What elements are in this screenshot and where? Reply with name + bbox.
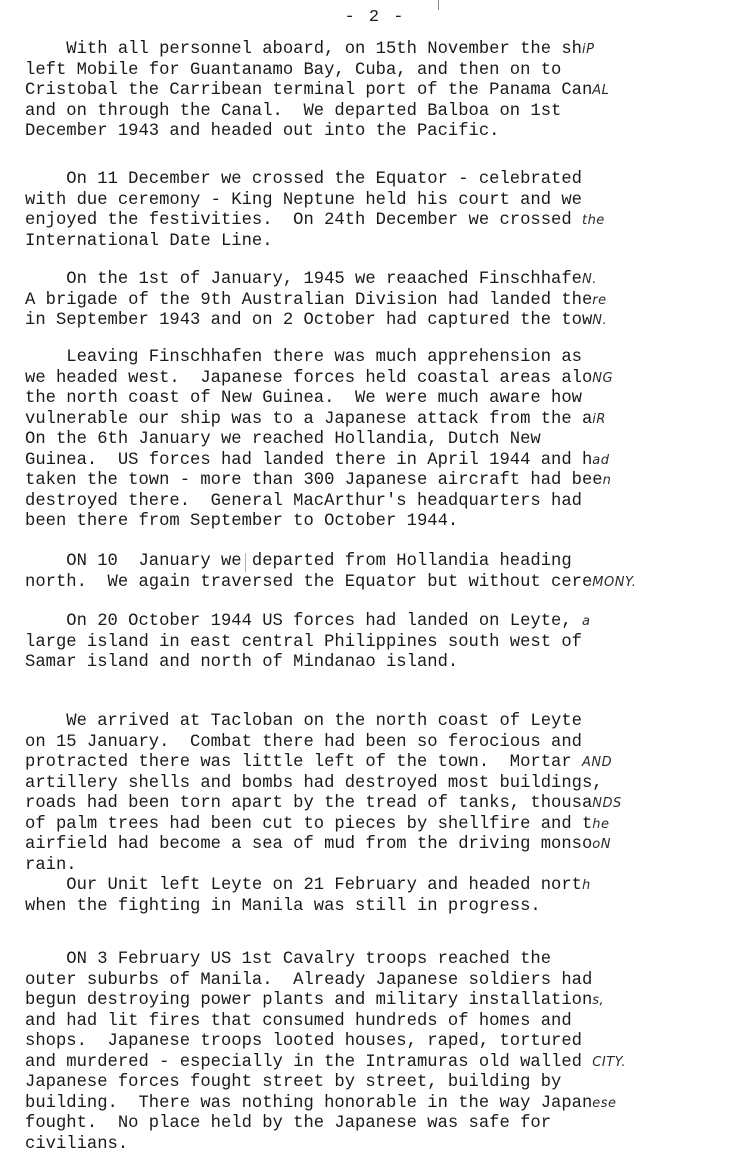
text-line [25, 733, 745, 754]
text-line [25, 971, 745, 992]
handwritten-correction: the [581, 213, 605, 228]
typed-text: roads had been torn apart by the tread of tanks, thousa [25, 794, 593, 813]
handwritten-correction: AND [581, 755, 613, 770]
handwritten-correction: oN [592, 837, 611, 852]
text-line [25, 552, 745, 573]
typed-text: on 15 January. Combat there had been so ferocious and [25, 732, 582, 752]
typed-text: and had lit fires that consumed hundreds of homes and [25, 1011, 572, 1031]
typed-text: Samar island and north of Mindanao island. [25, 653, 459, 672]
handwritten-correction: s, [592, 993, 605, 1008]
text-line [25, 573, 745, 594]
text-line [25, 612, 745, 633]
typed-text: artillery shells and bombs had destroyed most buildings, [25, 773, 603, 793]
text-line [25, 1012, 745, 1033]
typed-text: enjoyed the festivities. On 24th December we crossed [25, 211, 582, 230]
typed-text: in September 1943 and on 2 October had captured the tow [25, 311, 593, 330]
typed-text: civilians. [25, 1134, 129, 1154]
paragraph [25, 348, 745, 533]
typed-text: the north coast of New Guinea. We were much aware how [25, 389, 582, 408]
text-line [25, 311, 745, 332]
paragraph [25, 712, 745, 876]
handwritten-correction: n [602, 473, 612, 488]
typed-text: airfield had become a sea of mud from the driving monso [25, 835, 593, 854]
handwritten-correction: ad [592, 452, 610, 468]
text-line [25, 471, 745, 492]
handwritten-correction: ese [592, 1095, 617, 1111]
text-line [25, 232, 745, 253]
text-line [25, 40, 745, 61]
text-line [25, 876, 745, 897]
text-line [25, 794, 745, 815]
typed-text: Guinea. US forces had landed there in April 1944 and h [25, 450, 593, 470]
text-line [25, 835, 745, 856]
text-line [25, 897, 745, 918]
handwritten-correction: h [581, 878, 591, 893]
text-line [25, 430, 745, 451]
text-line [25, 102, 745, 123]
handwritten-correction: a [581, 614, 591, 629]
typed-text: Japanese forces fought street by street, building by [25, 1073, 562, 1092]
text-line [25, 348, 745, 369]
handwritten-correction: N. [581, 272, 597, 287]
handwritten-correction: NDS [592, 796, 622, 811]
typed-text: north. We again traversed the Equator but without cere [25, 572, 593, 592]
typed-text: Leaving Finschhafen there was much apprehension as [25, 348, 582, 367]
text-line [25, 61, 745, 82]
typed-text: On the 1st of January, 1945 we reaached Finschhafe [25, 270, 582, 289]
text-line [25, 270, 745, 291]
text-line [25, 950, 745, 971]
typed-text: With all personnel aboard, on 15th November the sh [25, 40, 582, 59]
typed-text: building. There was nothing honorable in the way Japan [25, 1093, 593, 1113]
typed-text: outer suburbs of Manila. Already Japanese soldiers had [25, 970, 593, 990]
text-line [25, 291, 745, 312]
text-line [25, 633, 745, 654]
text-line [25, 191, 745, 212]
handwritten-correction: iR [592, 411, 606, 427]
typed-text: On 20 October 1944 US forces had landed on Leyte, [25, 612, 582, 631]
text-line [25, 1094, 745, 1115]
text-line [25, 653, 745, 674]
typed-text: large island in east central Philippines south west of [25, 632, 582, 652]
text-line [25, 1053, 745, 1074]
typed-text: protracted there was little left of the town. Mortar [25, 753, 582, 772]
text-line [25, 81, 745, 102]
paragraph [25, 552, 745, 593]
typed-text: ON 10 January we departed from Hollandia heading [25, 552, 572, 571]
text-line [25, 1135, 745, 1156]
paragraph [25, 612, 745, 674]
typed-text: vulnerable our ship was to a Japanese attack from the a [25, 409, 593, 429]
paragraph [25, 40, 745, 143]
typed-text: On 11 December we crossed the Equator - celebrated [25, 170, 582, 189]
typed-text: On the 6th January we reached Hollandia, Dutch New [25, 430, 541, 449]
text-line [25, 492, 745, 513]
typed-text: Our Unit left Leyte on 21 February and headed nort [25, 876, 582, 895]
typed-text: December 1943 and headed out into the Pacific. [25, 122, 500, 141]
text-line [25, 753, 745, 774]
typed-text: ON 3 February US 1st Cavalry troops reached the [25, 950, 552, 969]
paragraph [25, 876, 745, 917]
typed-text: We arrived at Tacloban on the north coast of Leyte [25, 712, 582, 731]
handwritten-correction: CITY. [592, 1054, 627, 1070]
handwritten-correction: he [592, 816, 610, 832]
text-line [25, 712, 745, 733]
typed-text: left Mobile for Guantanamo Bay, Cuba, and then on to [25, 60, 562, 80]
text-line [25, 815, 745, 836]
typed-text: and on through the Canal. We departed Balboa on 1st [25, 101, 562, 121]
text-line [25, 451, 745, 472]
text-line [25, 410, 745, 431]
text-line [25, 1032, 745, 1053]
typed-text: shops. Japanese troops looted houses, raped, tortured [25, 1032, 582, 1051]
page-number: - 2 - [344, 8, 406, 27]
text-line [25, 122, 745, 143]
typed-text: of palm trees had been cut to pieces by shellfire and t [25, 814, 593, 834]
typed-text: taken the town - more than 300 Japanese aircraft had bee [25, 471, 603, 490]
typed-text: A brigade of the 9th Australian Division had landed the [25, 290, 593, 310]
typed-text: rain. [25, 855, 77, 875]
typed-text: when the fighting in Manila was still in progress. [25, 896, 541, 916]
typed-text: been there from September to October 1944. [25, 512, 459, 531]
typed-text: and murdered - especially in the Intramuras old walled [25, 1052, 593, 1072]
text-line [25, 389, 745, 410]
text-line [25, 1073, 745, 1094]
typed-text: International Date Line. [25, 231, 273, 251]
handwritten-correction: re [592, 292, 607, 308]
typed-text: destroyed there. General MacArthur's headquarters had [25, 491, 582, 511]
paragraph [25, 950, 745, 1155]
handwritten-correction: N. [592, 313, 608, 328]
paragraph [25, 270, 745, 332]
text-line [25, 170, 745, 191]
typed-text: Cristobal the Carribean terminal port of the Panama Can [25, 81, 593, 100]
typed-text: begun destroying power plants and military installation [25, 991, 593, 1010]
text-line [25, 774, 745, 795]
typed-text: we headed west. Japanese forces held coastal areas alo [25, 368, 593, 388]
typed-text: with due ceremony - King Neptune held his court and we [25, 190, 582, 210]
handwritten-correction: NG [592, 370, 614, 386]
text-line [25, 369, 745, 390]
text-line [25, 856, 745, 877]
text-line [25, 211, 745, 232]
typed-text: fought. No place held by the Japanese was safe for [25, 1114, 552, 1133]
text-line [25, 991, 745, 1012]
handwritten-correction: AL [592, 83, 610, 98]
handwritten-correction: MONY. [592, 574, 637, 590]
text-line [25, 512, 745, 533]
handwritten-correction: iP [581, 42, 595, 57]
text-line [25, 1114, 745, 1135]
paragraph [25, 170, 745, 252]
